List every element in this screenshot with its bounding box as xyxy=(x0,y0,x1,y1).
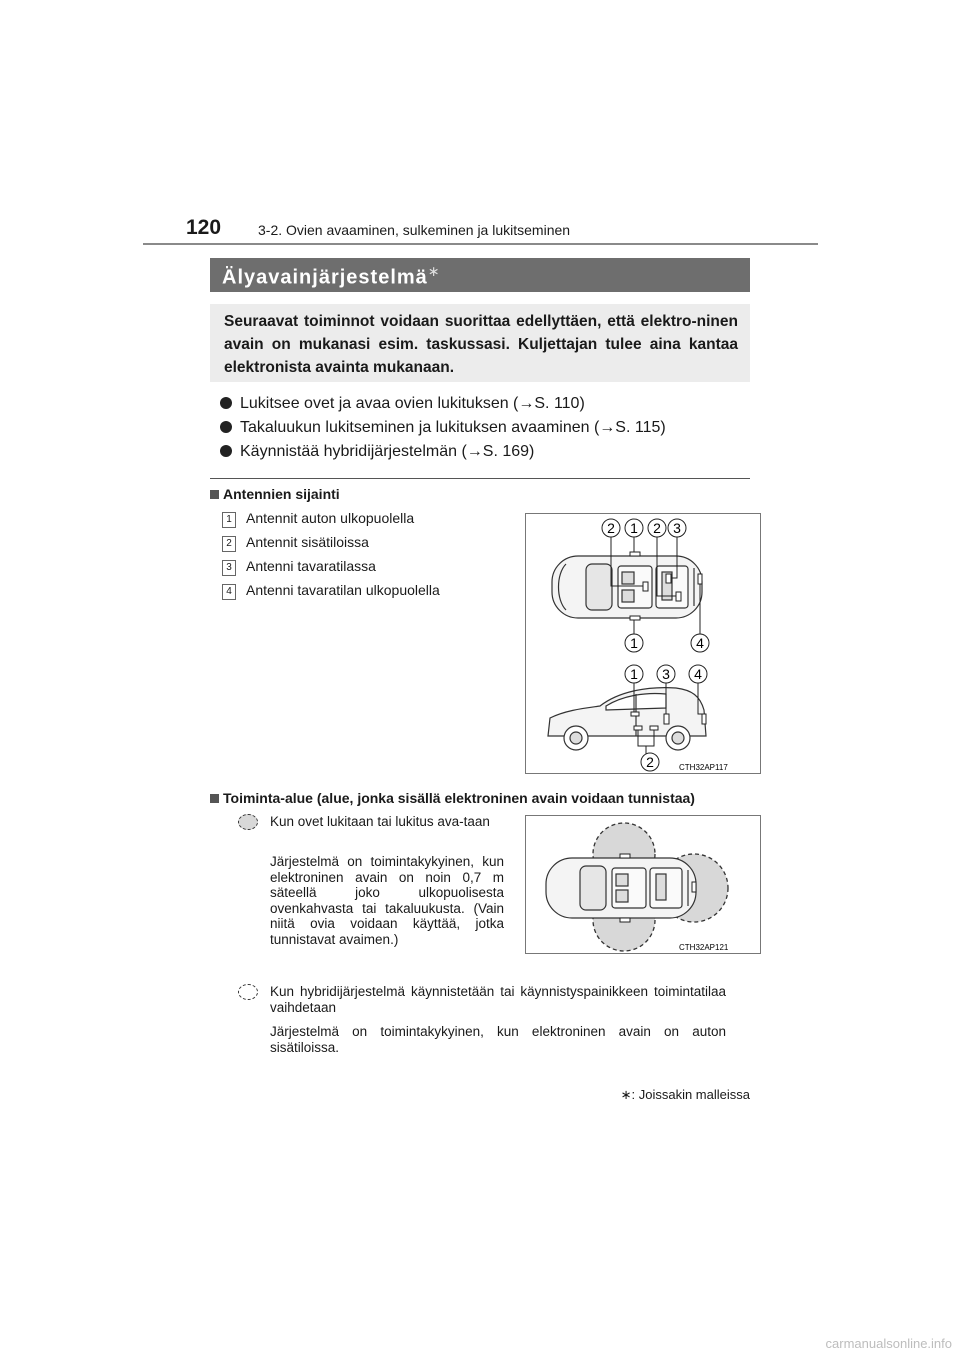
bullet-icon xyxy=(220,445,232,457)
section-path: 3-2. Ovien avaaminen, sulkeminen ja lukitseminen xyxy=(258,222,571,238)
legend-item: 1 Antennit auton ulkopuolella xyxy=(222,510,414,528)
range-diagram xyxy=(526,816,760,953)
section-divider xyxy=(210,478,750,479)
square-bullet-icon xyxy=(210,794,219,803)
callout-label: 1 xyxy=(630,520,638,536)
range-item1-title: Kun ovet lukitaan tai lukitus ava-taan xyxy=(270,814,490,829)
callout-label: 2 xyxy=(607,520,615,536)
callout-label: 3 xyxy=(662,666,670,682)
title-asterisk: ∗ xyxy=(427,263,441,279)
antenna-heading: Antennien sijainti xyxy=(210,486,340,502)
antenna-diagram xyxy=(526,514,760,773)
title-bar xyxy=(210,258,750,292)
range-item2-desc: Järjestelmä on toimintakykyinen, kun elektroninen avain on auton sisätiloissa. xyxy=(270,1024,726,1055)
range-heading: Toiminta-alue (alue, jonka sisällä elektroninen avain voidaan tunnistaa) xyxy=(210,790,695,806)
range-figure xyxy=(525,815,761,954)
bullet-icon xyxy=(220,421,232,433)
figure-code: CTH32AP121 xyxy=(679,943,729,952)
watermark: carmanualsonline.info xyxy=(825,1336,952,1351)
list-item: Takaluukun lukitseminen ja lukituksen avaaminen (→S. 115) xyxy=(220,416,666,440)
callout-label: 3 xyxy=(673,520,681,536)
legend-item: 2 Antennit sisätiloissa xyxy=(222,534,369,552)
bullet-icon xyxy=(220,397,232,409)
figure-code: CTH32AP117 xyxy=(679,763,728,772)
callout-label: 1 xyxy=(630,635,638,651)
range-item1-desc: Järjestelmä on toimintakykyinen, kun elektroninen avain on noin 0,7 m säteellä joko ulkopuolisesta ovenkahvasta tai takaluukusta. (Vain niitä ovia voidaan käyttää, jotka tunnistavat avaimen.) xyxy=(270,854,504,947)
feature-list xyxy=(220,392,666,464)
intro-box xyxy=(210,304,750,382)
page-number: 120 xyxy=(186,216,222,239)
interior-range-icon xyxy=(238,814,258,830)
range-item2-title: Kun hybridijärjestelmä käynnistetään tai käynnistyspainikkeen toimintatilaa vaihdetaan xyxy=(270,984,726,1015)
callout-label: 2 xyxy=(653,520,661,536)
legend-item: 4 Antenni tavaratilan ulkopuolella xyxy=(222,582,440,600)
list-item: Käynnistää hybridijärjestelmän (→S. 169) xyxy=(220,440,666,464)
page-title: Älyavainjärjestelmä∗ xyxy=(222,263,441,289)
car-top-view-range xyxy=(546,858,696,918)
callout-label: 4 xyxy=(694,666,702,682)
car-top-view xyxy=(552,556,702,618)
square-bullet-icon xyxy=(210,490,219,499)
car-side-view xyxy=(548,688,706,750)
intro-text: Seuraavat toiminnot voidaan suorittaa edellyttäen, että elektro-ninen avain on mukanasi esim. taskussasi. Kuljettajan tulee aina kantaa elektronista avainta mukanaan. xyxy=(224,313,738,376)
list-item: Lukitsee ovet ja avaa ovien lukituksen (→S. 110) xyxy=(220,392,666,416)
antenna-figure xyxy=(525,513,761,774)
callout-label: 2 xyxy=(646,754,654,770)
footnote: ∗: Joissakin malleissa xyxy=(620,1087,750,1102)
callout-label: 4 xyxy=(696,635,704,651)
callout-label: 1 xyxy=(630,666,638,682)
cabin-range-icon xyxy=(238,984,258,1000)
header-divider xyxy=(143,243,818,245)
legend-item: 3 Antenni tavaratilassa xyxy=(222,558,376,576)
